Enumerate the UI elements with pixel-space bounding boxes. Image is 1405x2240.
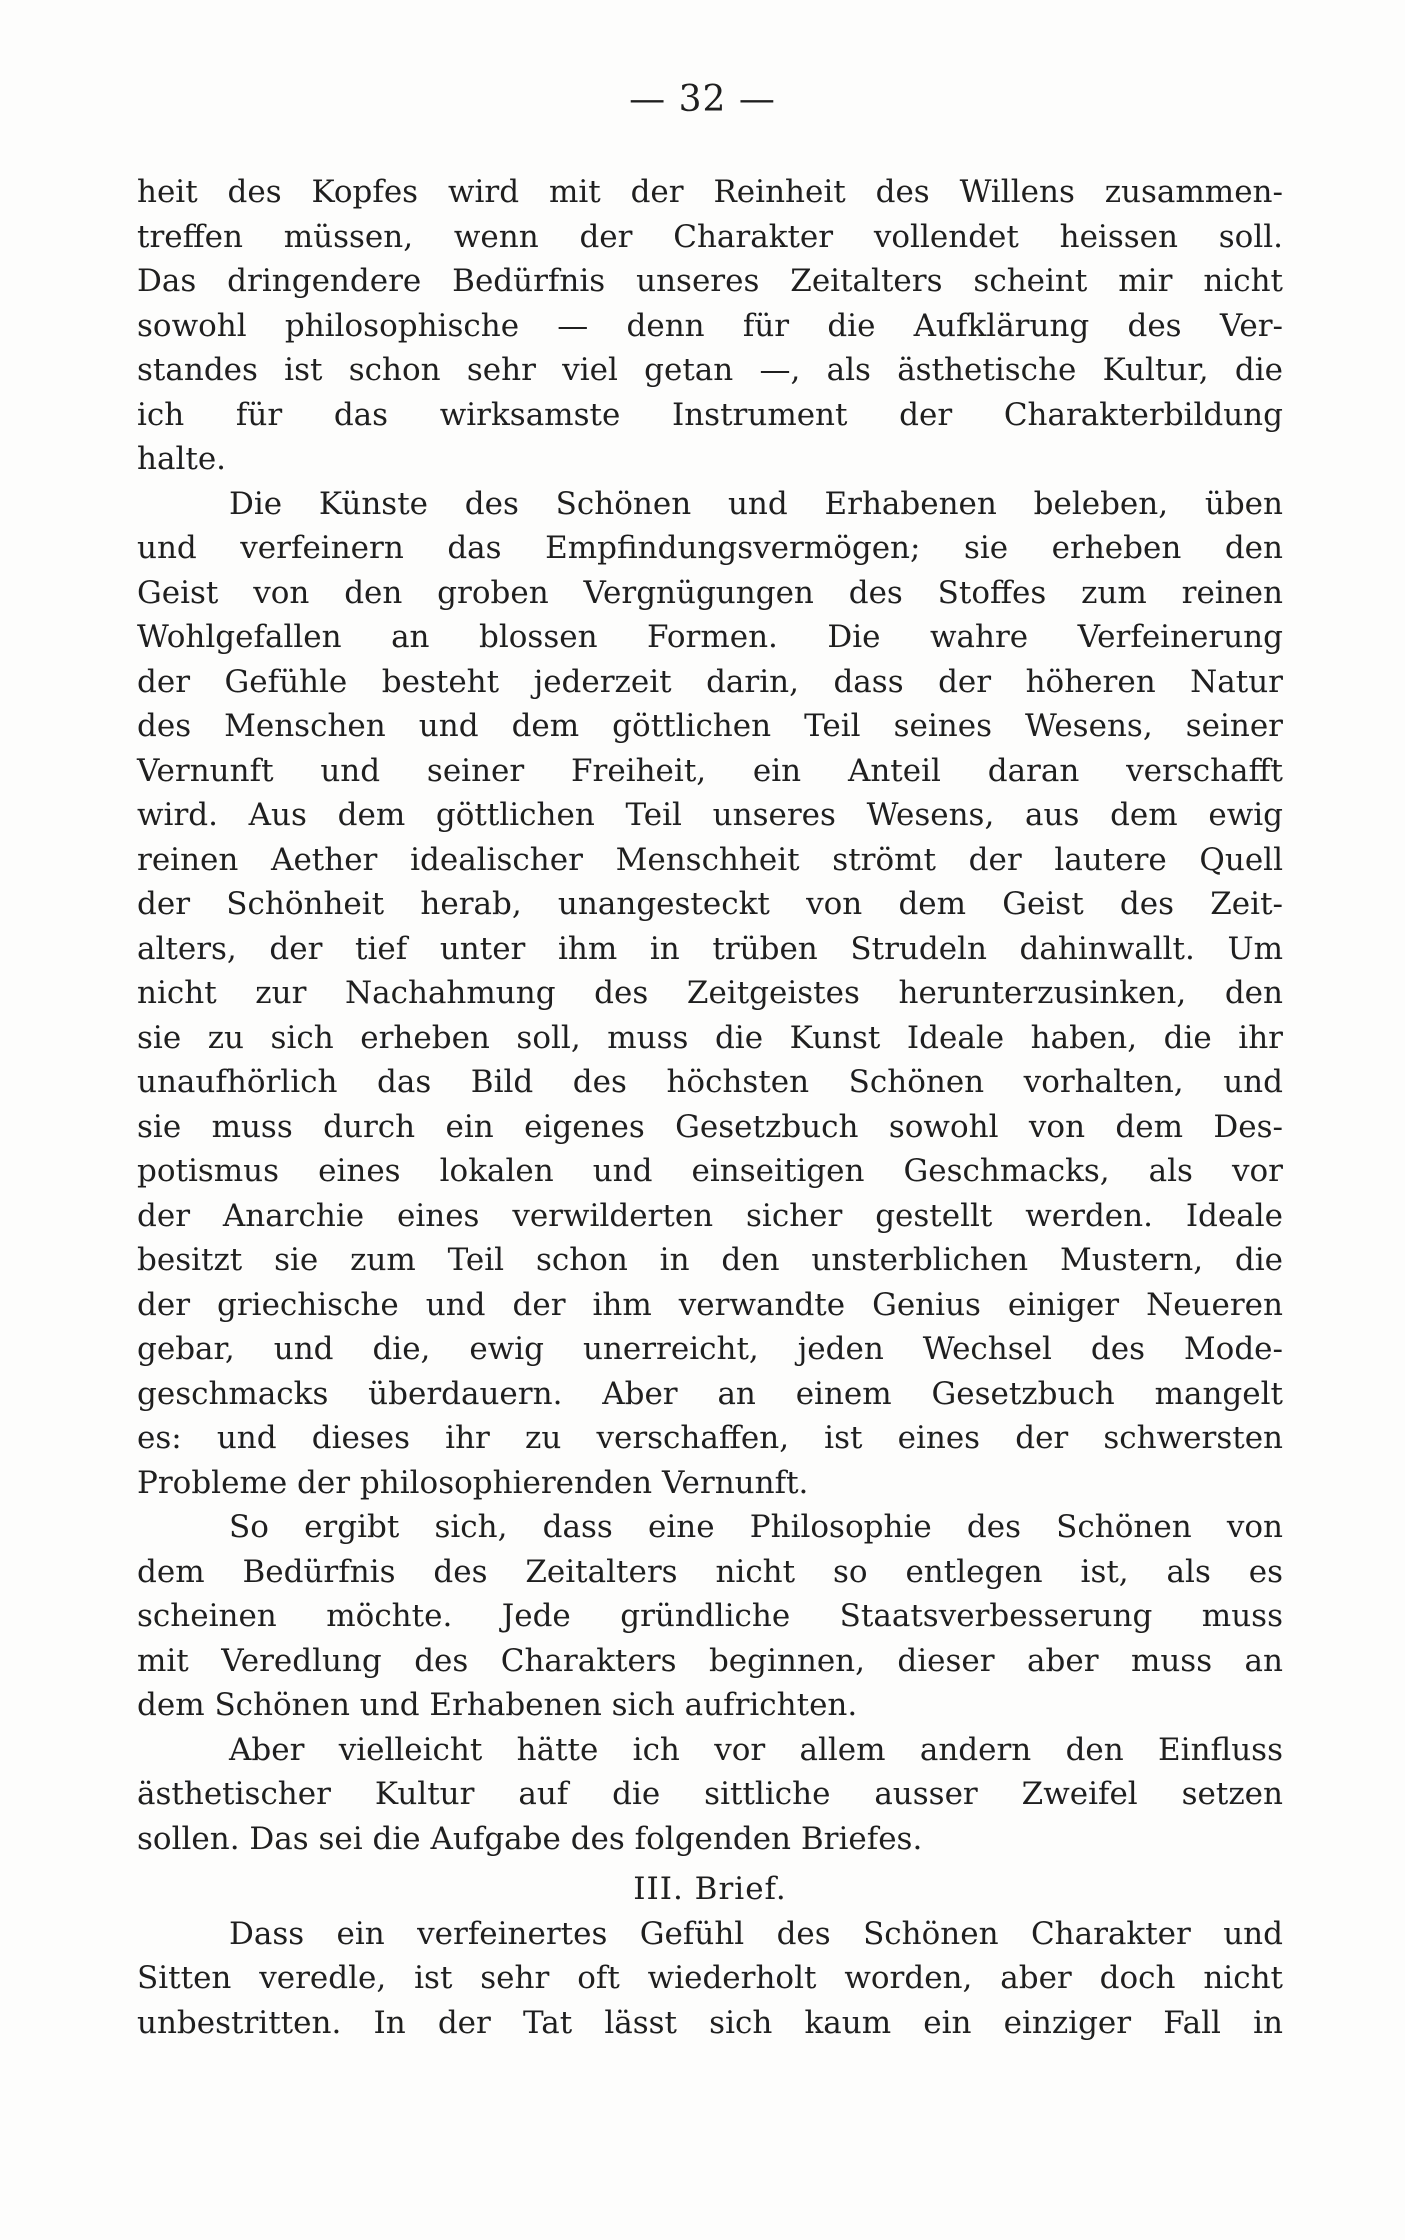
text-line: sowohl philosophische — denn für die Aufklärung des Ver-: [137, 307, 1283, 344]
text-line: scheinen möchte. Jede gründliche Staatsverbesserung muss: [137, 1598, 1283, 1634]
text-line: mit Veredlung des Charakters beginnen, dieser aber muss an: [137, 1642, 1283, 1679]
text-line: der griechische und der ihm verwandte Genius einiger Neueren: [137, 1286, 1283, 1323]
text-line: ästhetischer Kultur auf die sittliche ausser Zweifel setzen: [137, 1776, 1283, 1812]
text-line: geschmacks überdauern. Aber an einem Gesetzbuch mangelt: [137, 1375, 1283, 1412]
text-line: standes ist schon sehr viel getan —, als ästhetische Kultur, die: [137, 352, 1283, 388]
text-line: heit des Kopfes wird mit der Reinheit des Willens zusammen-: [137, 174, 1283, 210]
page-number: — 32 —: [629, 79, 776, 120]
text-line: unaufhörlich das Bild des höchsten Schönen vorhalten, und: [137, 1064, 1283, 1100]
text-line: dem Schönen und Erhabenen sich aufrichten.: [137, 1687, 858, 1723]
text-line: des Menschen und dem göttlichen Teil seines Wesens, seiner: [137, 708, 1283, 744]
text-line: sie muss durch ein eigenes Gesetzbuch sowohl von dem Des-: [137, 1108, 1283, 1145]
text-line: sollen. Das sei die Aufgabe des folgenden Briefes.: [137, 1820, 923, 1857]
text-line: unbestritten. In der Tat lässt sich kaum ein einziger Fall in: [137, 2004, 1283, 2041]
text-line: ich für das wirksamste Instrument der Charakterbildung: [137, 396, 1283, 433]
text-line: Die Künste des Schönen und Erhabenen beleben, üben: [229, 485, 1283, 522]
text-line: Wohlgefallen an blossen Formen. Die wahre Verfeinerung: [137, 619, 1283, 655]
body-text: [137, 170, 1283, 2045]
text-line: alters, der tief unter ihm in trüben Strudeln dahinwallt. Um: [137, 930, 1283, 967]
text-line: dem Bedürfnis des Zeitalters nicht so entlegen ist, als es: [137, 1553, 1283, 1590]
text-line: Vernunft und seiner Freiheit, ein Anteil daran verschafft: [137, 752, 1283, 789]
text-line: sie zu sich erheben soll, muss die Kunst Ideale haben, die ihr: [137, 1019, 1283, 1056]
text-line: treffen müssen, wenn der Charakter vollendet heissen soll.: [137, 218, 1283, 255]
text-line: nicht zur Nachahmung des Zeitgeistes herunterzusinken, den: [137, 975, 1283, 1011]
text-line: wird. Aus dem göttlichen Teil unseres Wesens, aus dem ewig: [137, 797, 1283, 833]
text-line: halte.: [137, 441, 227, 477]
text-line: Sitten veredle, ist sehr oft wiederholt worden, aber doch nicht: [137, 1960, 1283, 1996]
text-line: Das dringendere Bedürfnis unseres Zeitalters scheint mir nicht: [137, 263, 1283, 299]
text-line: reinen Aether idealischer Menschheit strömt der lautere Quell: [137, 841, 1283, 878]
text-line: gebar, und die, ewig unerreicht, jeden Wechsel des Mode-: [137, 1331, 1283, 1367]
text-line: potismus eines lokalen und einseitigen Geschmacks, als vor: [137, 1153, 1283, 1189]
text-line: der Schönheit herab, unangesteckt von dem Geist des Zeit-: [137, 886, 1283, 922]
text-line: besitzt sie zum Teil schon in den unsterblichen Mustern, die: [137, 1242, 1283, 1278]
text-line: So ergibt sich, dass eine Philosophie des Schönen von: [229, 1509, 1283, 1545]
text-line: der Anarchie eines verwilderten sicher gestellt werden. Ideale: [137, 1197, 1283, 1234]
text-line: es: und dieses ihr zu verschaffen, ist eines der schwersten: [137, 1420, 1283, 1456]
text-line: Probleme der philosophierenden Vernunft.: [137, 1464, 809, 1501]
text-line: Aber vielleicht hätte ich vor allem andern den Einfluss: [229, 1731, 1283, 1768]
text-line: Dass ein verfeinertes Gefühl des Schönen Charakter und: [229, 1915, 1283, 1952]
text-line: Geist von den groben Vergnügungen des Stoffes zum reinen: [137, 574, 1283, 611]
section-heading: III. Brief.: [633, 1871, 787, 1907]
text-line: und verfeinern das Empfindungsvermögen; sie erheben den: [137, 530, 1283, 566]
text-line: der Gefühle besteht jederzeit darin, dass der höheren Natur: [137, 663, 1283, 700]
